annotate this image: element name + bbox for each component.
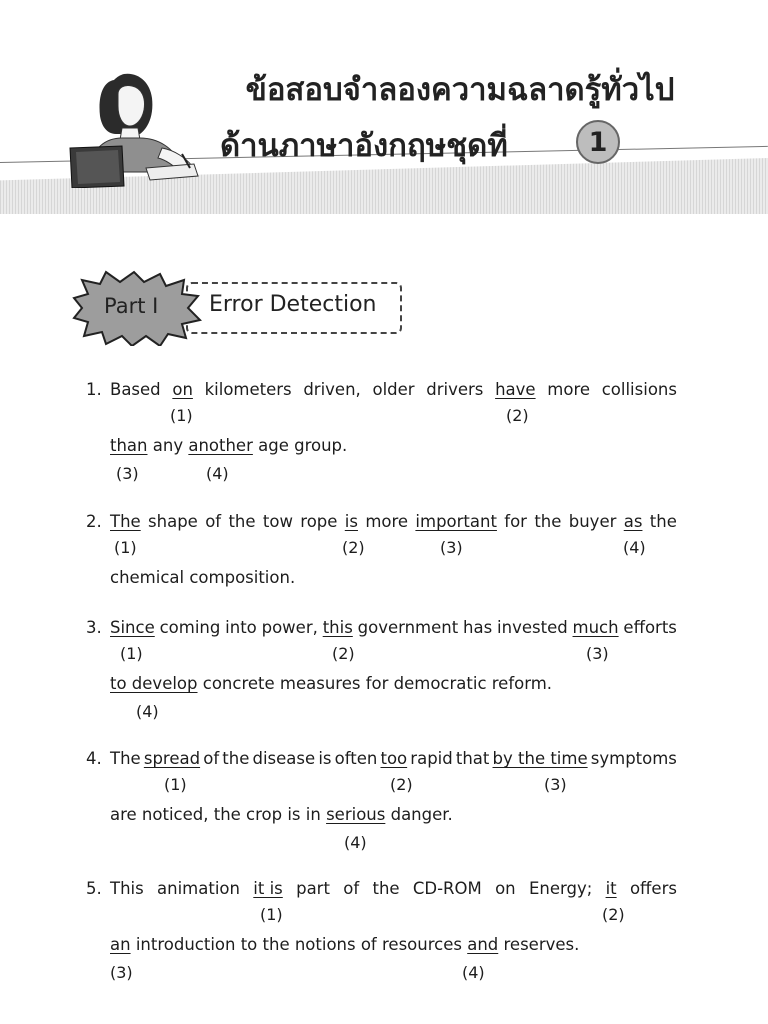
option-1[interactable]: on (172, 380, 193, 399)
question-line-1: The shape of the tow rope is more important for the buyer as the (110, 512, 677, 531)
option-marker: (3) (116, 464, 139, 483)
section-title: Error Detection (209, 292, 377, 317)
option-3[interactable]: by the time (492, 749, 588, 768)
option-marker: (2) (602, 905, 625, 924)
option-marker: (3) (110, 963, 133, 982)
option-2[interactable]: this (322, 618, 353, 637)
question-number: 4. (86, 749, 102, 768)
option-marker: (3) (586, 644, 609, 663)
question-line-1: This animation it is part of the CD-ROM on Energy; it offers (110, 879, 677, 898)
question-line-1: Based on kilometers driven, older drivers have more collisions (110, 380, 677, 399)
option-marker: (1) (120, 644, 143, 663)
question-line-2: an introduction to the notions of resources and reserves. (110, 935, 580, 954)
option-marker: (4) (206, 464, 229, 483)
option-4[interactable]: and (467, 935, 499, 954)
question-line-1: Since coming into power, this government has invested much efforts (110, 618, 677, 637)
option-marker: (1) (170, 406, 193, 425)
option-2[interactable]: too (380, 749, 408, 768)
option-3[interactable]: important (415, 512, 497, 531)
page-title-line2: ด้านภาษาอังกฤษชุดที่ (220, 128, 508, 164)
option-1[interactable]: Since (110, 618, 155, 637)
option-3[interactable]: than (110, 436, 148, 455)
question-line-2: than any another age group. (110, 436, 348, 455)
page-title-line1: ข้อสอบจำลองความฉลาดรู้ทั่วไป (245, 72, 675, 108)
option-marker: (2) (390, 775, 413, 794)
page-header (0, 0, 768, 230)
question-line-2: are noticed, the crop is in serious danger. (110, 805, 453, 824)
option-3[interactable]: an (110, 935, 131, 954)
option-4[interactable]: another (188, 436, 253, 455)
option-1[interactable]: spread (143, 749, 201, 768)
question-number: 2. (86, 512, 102, 531)
option-marker: (1) (164, 775, 187, 794)
option-2[interactable]: have (495, 380, 536, 399)
option-marker: (2) (506, 406, 529, 425)
woman-studying-illustration (62, 68, 232, 188)
option-1[interactable]: it is (253, 879, 283, 898)
option-marker: (2) (332, 644, 355, 663)
option-2[interactable]: it (605, 879, 617, 898)
option-marker: (4) (344, 833, 367, 852)
option-marker: (3) (440, 538, 463, 557)
question-number: 1. (86, 380, 102, 399)
option-1[interactable]: The (110, 512, 141, 531)
question-line-2: to develop concrete measures for democratic reform. (110, 674, 553, 693)
option-marker: (4) (136, 702, 159, 721)
option-4[interactable]: serious (326, 805, 386, 824)
option-marker: (4) (623, 538, 646, 557)
question-line-1: The spread of the disease is often too rapid that by the time symptoms (110, 749, 677, 768)
option-marker: (4) (462, 963, 485, 982)
option-marker: (1) (260, 905, 283, 924)
option-marker: (1) (114, 538, 137, 557)
question-number: 3. (86, 618, 102, 637)
option-marker: (2) (342, 538, 365, 557)
option-3[interactable]: much (572, 618, 619, 637)
option-2[interactable]: is (344, 512, 358, 531)
option-4[interactable]: to develop (110, 674, 198, 693)
option-marker: (3) (544, 775, 567, 794)
set-number-badge: 1 (576, 120, 620, 164)
question-line-2: chemical composition. (110, 568, 296, 587)
option-4[interactable]: as (623, 512, 643, 531)
question-number: 5. (86, 879, 102, 898)
part-label: Part I (104, 294, 159, 318)
